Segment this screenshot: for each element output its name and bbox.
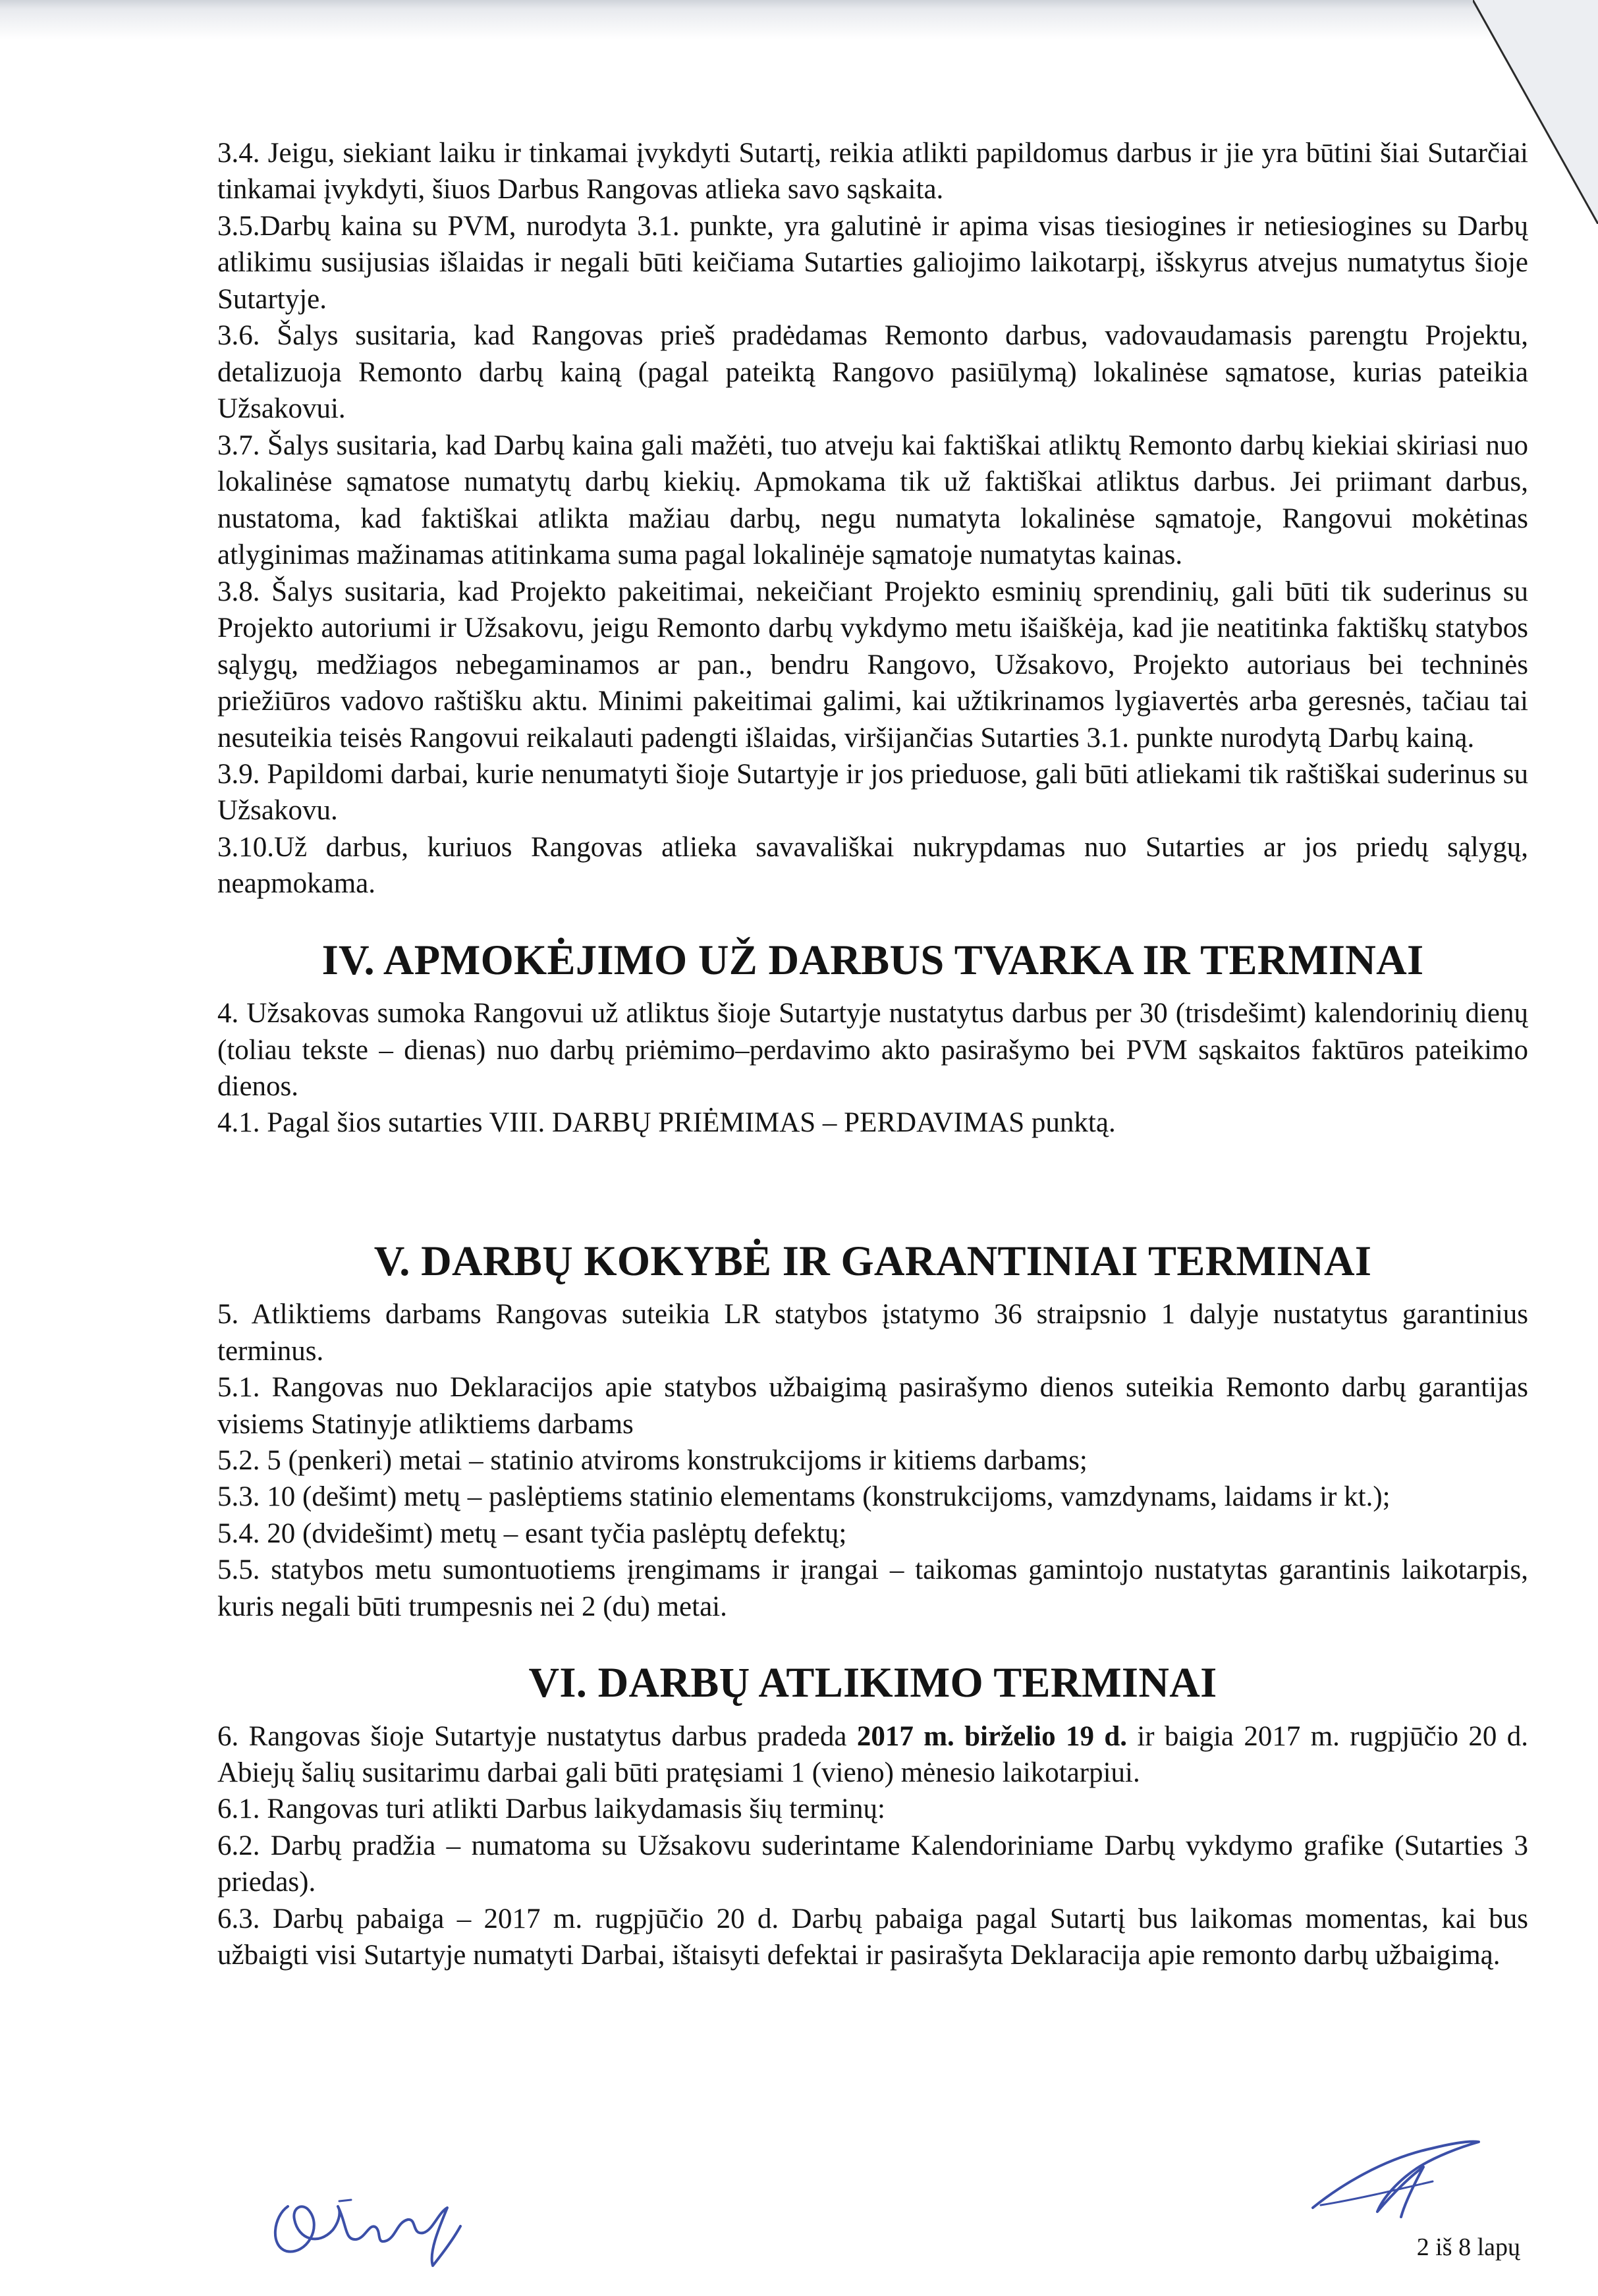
- paragraph-3-10: 3.10.Už darbus, kuriuos Rangovas atlieka savavališkai nukrypdamas nuo Sutarties ar jos priedų sąlygų, neapmokama.: [217, 831, 1528, 900]
- paragraph-5-4: 5.4. 20 (dvidešimt) metų – esant tyčia paslėptų defektų;: [217, 1517, 847, 1549]
- paragraph-4: 4. Užsakovas sumoka Rangovui už atliktus šioje Sutartyje nustatytus darbus per 30 (trisdešimt) kalendorinių dienų (toliau tekste – dienas) nuo darbų priėmimo–perdavimo akto pasirašymo bei PVM sąskaitos faktūros pateikimo dienos.: [217, 998, 1528, 1102]
- paragraph-5-5: 5.5. statybos metu sumontuotiems įrengimams ir įrangai – taikomas gamintojo nustatytas garantinis laikotarpis, kuris negali būti trumpesnis nei 2 (du) metai.: [217, 1554, 1528, 1622]
- right-signature: [1294, 2127, 1492, 2226]
- paragraph-3-8: 3.8. Šalys susitaria, kad Projekto pakeitimai, nekeičiant Projekto esminių sprendinių, gali būti tik suderinus su Projekto autoriumi ir Užsakovu, jeigu Remonto darbų vykdymo metu išaiškėja, kad jie neatitinka faktiškų statybos sąlygų, medžiagos nebegaminamos ar pan., bendru Rangovo, Užsakovo, Projekto autoriaus bei techninės priežiūros vadovo raštišku aktu. Minimi pakeitimai galimi, kai užtikrinamos lygiavertės arba geresnės, tačiau tai nesuteikia teisės Rangovui reikalauti padengti išlaidas, viršijančias Sutarties 3.1. punkte nurodytą Darbų kainą.: [217, 576, 1528, 753]
- paragraph-3-9: 3.9. Papildomi darbai, kurie nenumatyti šioje Sutartyje ir jos prieduose, gali būti atliekami tik raštiškai suderinus su Užsakovu.: [217, 758, 1528, 827]
- paragraph-6: [217, 1718, 1528, 1791]
- paragraph-6-2: 6.2. Darbų pradžia – numatoma su Užsakovu suderintame Kalendoriniame Darbų vykdymo grafike (Sutarties 3 priedas).: [217, 1830, 1528, 1898]
- paragraph-5: 5. Atliktiems darbams Rangovas suteikia LR statybos įstatymo 36 straipsnio 1 dalyje nustatytus garantinius terminus.: [217, 1299, 1528, 1367]
- section-heading-v: V. DARBŲ KOKYBĖ IR GARANTINIAI TERMINAI: [373, 1237, 1372, 1284]
- paragraph-3-7: 3.7. Šalys susitaria, kad Darbų kaina gali mažėti, tuo atveju kai faktiškai atliktų Remonto darbų kiekiai skiriasi nuo lokalinėse sąmatose numatytų darbų kiekių. Apmokama tik už faktiškai atliktus darbus. Jei priimant darbus, nustatoma, kad faktiškai atlikta mažiau darbų, negu numatyta lokalinėse sąmatoje, Rangovui mokėtinas atlyginimas mažinamas atitinkama suma pagal lokalinėje sąmatoje numatytas kainas.: [217, 429, 1528, 571]
- paragraph-6-text-end: ir baigia 2017 m. rugpjūčio 20 d. Abiejų šalių susitarimu darbai gali būti pratęsiami 1 (vieno) mėnesio laikotarpiui.: [217, 1720, 1528, 1789]
- paragraph-6-text-start: 6. Rangovas šioje Sutartyje nustatytus darbus pradeda: [217, 1720, 857, 1752]
- left-signature: [260, 2167, 471, 2279]
- section-heading-vi: VI. DARBŲ ATLIKIMO TERMINAI: [528, 1659, 1217, 1707]
- paragraph-6-3: 6.3. Darbų pabaiga – 2017 m. rugpjūčio 20 d. Darbų pabaiga pagal Sutartį bus laikomas momentas, kai bus užbaigti visi Sutartyje numatyti Darbai, ištaisyti defektai ir pasirašyta Deklaracija apie remonto darbų užbaigimą.: [217, 1903, 1528, 1971]
- paragraph-5-3: 5.3. 10 (dešimt) metų – paslėptiems statinio elementams (konstrukcijoms, vamzdynams, laidams ir kt.);: [217, 1481, 1391, 1513]
- section-heading-iv: IV. APMOKĖJIMO UŽ DARBUS TVARKA IR TERMINAI: [321, 936, 1424, 983]
- paragraph-3-6: 3.6. Šalys susitaria, kad Rangovas prieš pradėdamas Remonto darbus, vadovaudamasis parengtu Projektu, detalizuoja Remonto darbų kainą (pagal pateiktą Rangovo pasiūlymą) lokalinėse sąmatose, kurias pateikia Užsakovui.: [217, 320, 1528, 425]
- paragraph-6-start-date: 2017 m. birželio 19 d.: [856, 1720, 1127, 1752]
- scan-top-edge: [0, 0, 1598, 40]
- paragraph-6-1: 6.1. Rangovas turi atlikti Darbus laikydamasis šių terminų:: [217, 1793, 885, 1825]
- document-body: [217, 135, 1528, 1974]
- paragraph-5-2: 5.2. 5 (penkeri) metai – statinio atviroms konstrukcijoms ir kitiems darbams;: [217, 1445, 1088, 1476]
- paragraph-3-4: 3.4. Jeigu, siekiant laiku ir tinkamai įvykdyti Sutartį, reikia atlikti papildomus darbus ir jie yra būtini šiai Sutarčiai tinkamai įvykdyti, šiuos Darbus Rangovas atlieka savo sąskaita.: [217, 138, 1528, 205]
- page-number: 2 iš 8 lapų: [1416, 2233, 1520, 2261]
- paragraph-5-1: 5.1. Rangovas nuo Deklaracijos apie statybos užbaigimą pasirašymo dienos suteikia Remonto darbų garantijas visiems Statinyje atliktiems darbams: [217, 1372, 1528, 1440]
- paragraph-4-1: 4.1. Pagal šios sutarties VIII. DARBŲ PRIĖMIMAS – PERDAVIMAS punktą.: [217, 1107, 1116, 1139]
- paragraph-3-5: 3.5.Darbų kaina su PVM, nurodyta 3.1. punkte, yra galutinė ir apima visas tiesiogines ir netiesiogines su Darbų atlikimu susijusias išlaidas ir negali būti keičiama Sutarties galiojimo laikotarpį, išskyrus atvejus numatytus šioje Sutartyje.: [217, 210, 1528, 315]
